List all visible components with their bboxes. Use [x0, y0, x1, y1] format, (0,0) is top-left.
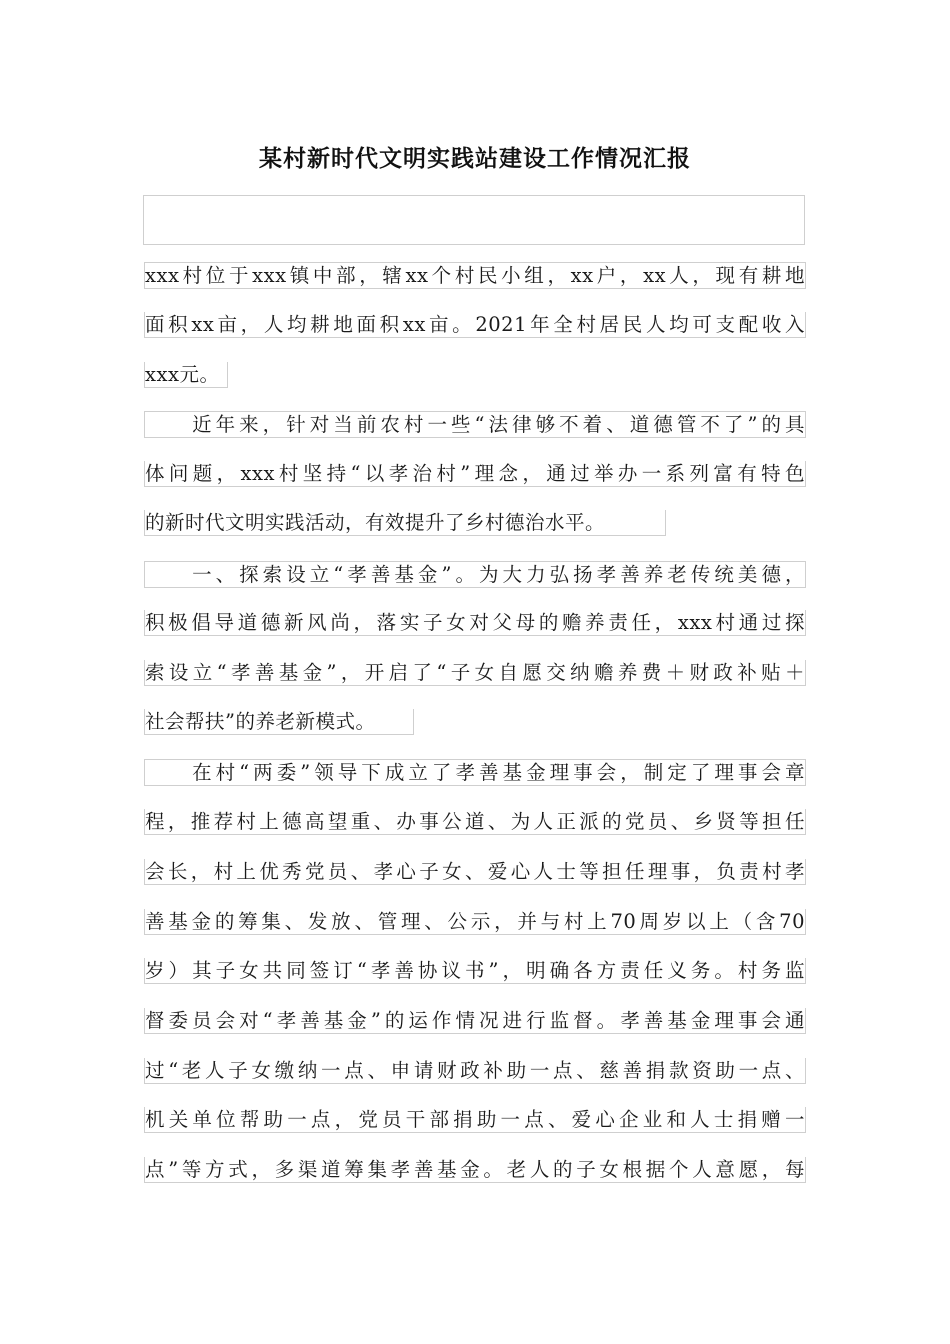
text-line: 岁）其子女共同签订“孝善协议书”，明确各方责任义务。村务监 — [145, 959, 805, 982]
text-line: 点”等方式，多渠道筹集孝善基金。老人的子女根据个人意愿，每 — [145, 1158, 805, 1181]
text-line: 近年来，针对当前农村一些“法律够不着、道德管不了”的具 — [145, 413, 805, 436]
text-line: 体问题，xxx村坚持“以孝治村”理念，通过举办一系列富有特色 — [145, 462, 805, 485]
blank-field-box — [143, 195, 805, 245]
text-line: 在村“两委”领导下成立了孝善基金理事会，制定了理事会章 — [145, 761, 805, 784]
text-line: 社会帮扶”的养老新模式。 — [144, 709, 414, 735]
text-line: 的新时代文明实践活动，有效提升了乡村德治水平。 — [144, 510, 666, 536]
text-line: 善基金的筹集、发放、管理、公示，并与村上70周岁以上（含70 — [145, 910, 805, 933]
text-line: 面积xx亩，人均耕地面积xx亩。2021年全村居民人均可支配收入 — [145, 313, 805, 336]
text-line: xxx元。 — [144, 362, 228, 388]
text-line: 程，推荐村上德高望重、办事公道、为人正派的党员、乡贤等担任 — [145, 810, 805, 833]
text-line: xxx村位于xxx镇中部，辖xx个村民小组，xx户，xx人，现有耕地 — [145, 264, 805, 287]
text-line: 督委员会对“孝善基金”的运作情况进行监督。孝善基金理事会通 — [145, 1009, 805, 1032]
text-line: 积极倡导道德新风尚，落实子女对父母的赡养责任，xxx村通过探 — [145, 611, 805, 634]
text-line: 一、探索设立“孝善基金”。为大力弘扬孝善养老传统美德， — [145, 563, 805, 586]
text-line: 过“老人子女缴纳一点、申请财政补助一点、慈善捐款资助一点、 — [145, 1059, 805, 1082]
document-title: 某村新时代文明实践站建设工作情况汇报 — [259, 145, 691, 172]
text-line: 会长，村上优秀党员、孝心子女、爱心人士等担任理事，负责村孝 — [145, 860, 805, 883]
text-line: 索设立“孝善基金”，开启了“子女自愿交纳赡养费＋财政补贴＋ — [145, 661, 805, 684]
text-line: 机关单位帮助一点，党员干部捐助一点、爱心企业和人士捐赠一 — [145, 1108, 805, 1131]
